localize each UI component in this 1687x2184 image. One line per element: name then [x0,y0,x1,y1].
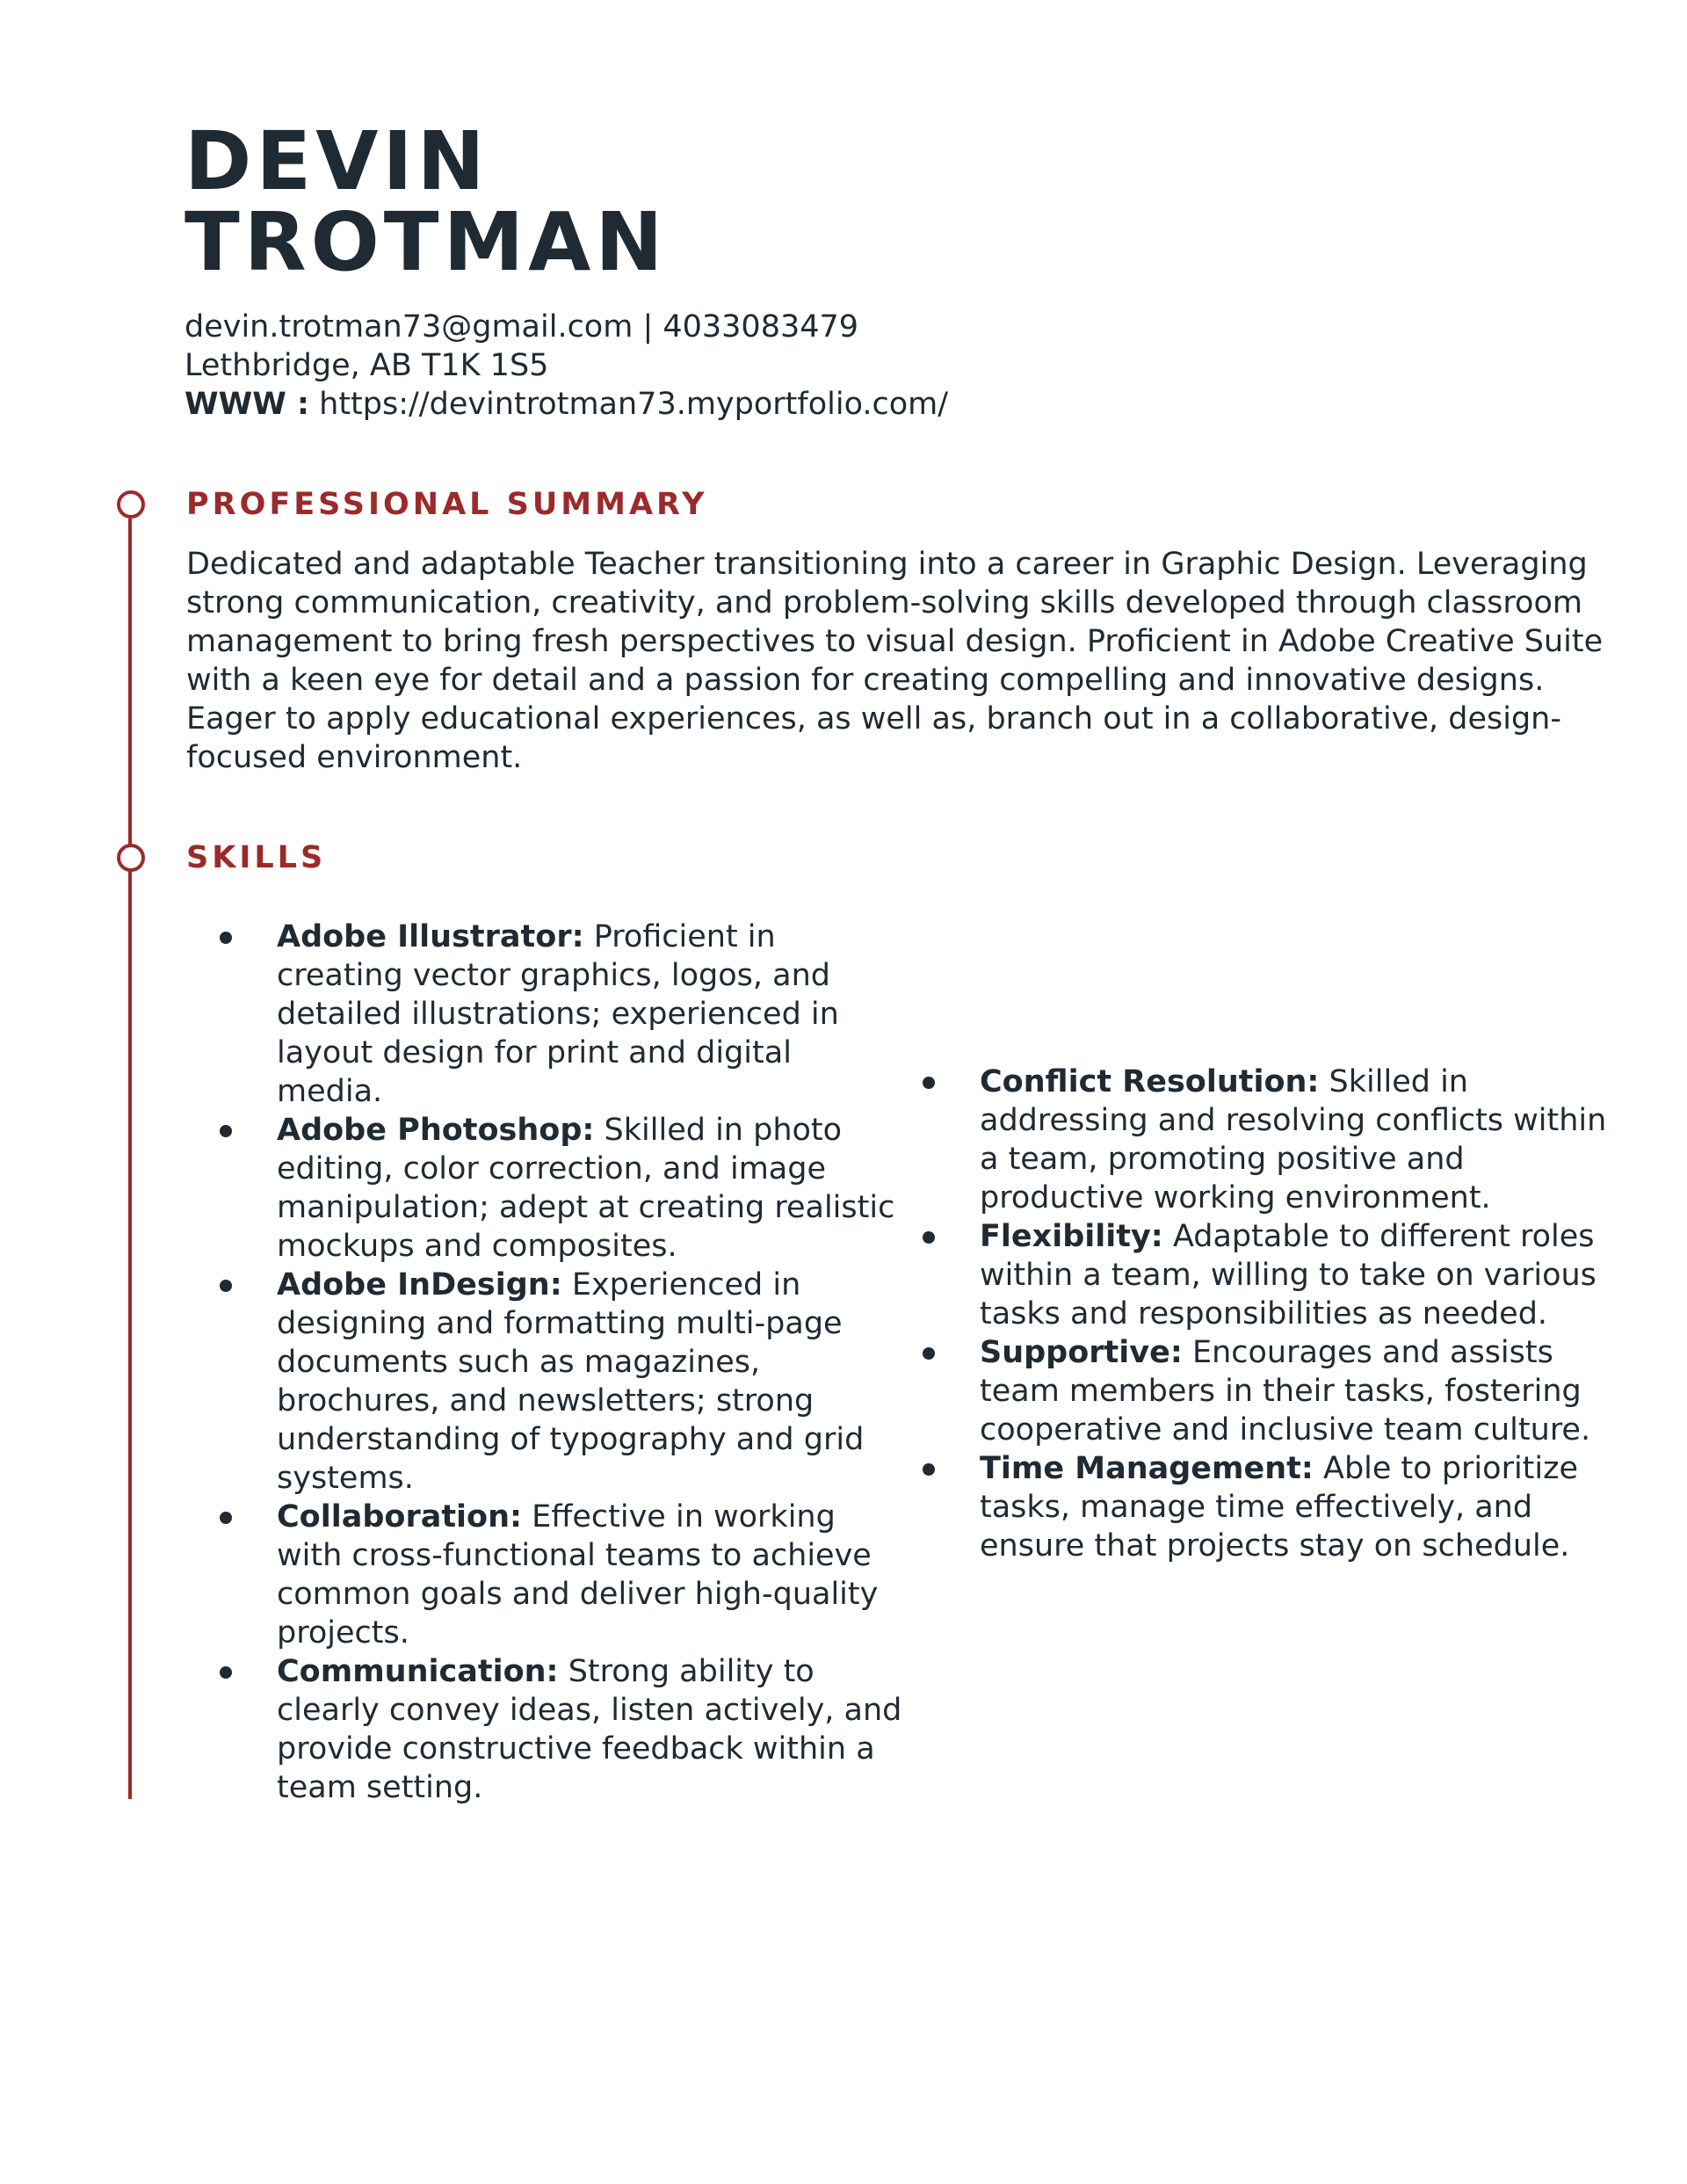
skill-term: Flexibility: [980,1219,1163,1254]
skill-desc: Encourages and assists team members in their tasks, fostering cooperative and inclusive team culture. [980,1335,1591,1448]
skill-desc: Skilled in addressing and resolving conflicts within a team, promoting positive and productive working environment. [980,1064,1607,1215]
skills-list-right [887,1063,1608,1565]
skill-desc: Proficient in creating vector graphics, logos, and detailed illustrations; experienced in layout design for print and digital media. [277,919,839,1109]
contact-block [185,308,948,424]
skill-term: Adobe Illustrator: [277,919,584,954]
address-line: Lethbridge, AB T1K 1S5 [185,348,549,383]
skills-list-left [185,918,905,1807]
skill-item [185,1266,905,1498]
timeline-line [128,519,132,1799]
skill-desc: Strong ability to clearly convey ideas, listen actively, and provide constructive feedback within a team setting. [277,1654,902,1805]
website-line [185,385,948,424]
skill-term: Communication: [277,1654,559,1689]
first-name: DEVIN [185,114,489,208]
skill-item [185,1498,905,1652]
skill-desc: Able to prioritize tasks, manage time effectively, and ensure that projects stay on schedule. [980,1451,1579,1564]
skill-item [185,1652,905,1807]
last-name: TROTMAN [185,195,668,289]
skill-item [887,1217,1608,1333]
summary-heading: PROFESSIONAL SUMMARY [186,487,708,522]
skill-term: Conflict Resolution: [980,1064,1320,1099]
www-label: WWW : [185,387,309,422]
summary-timeline-node-icon [117,490,145,519]
skills-timeline-node-icon [117,844,145,872]
skill-desc: Skilled in photo editing, color correction, and image manipulation; adept at creating realistic mockups and composites. [277,1113,895,1264]
skill-item [185,1111,905,1266]
skill-item [887,1449,1608,1565]
skill-term: Collaboration: [277,1499,523,1535]
skill-term: Adobe InDesign: [277,1267,562,1302]
email-phone-line: devin.trotman73@gmail.com | 4033083479 [185,309,859,345]
skill-item [185,918,905,1111]
website-link[interactable]: https://devintrotman73.myportfolio.com/ [319,387,949,422]
skill-desc: Adaptable to different roles within a team, willing to take on various tasks and responsibilities as needed. [980,1219,1596,1331]
skill-term: Adobe Photoshop: [277,1113,595,1148]
skill-item [887,1333,1608,1449]
skill-term: Supportive: [980,1335,1183,1370]
skills-heading: SKILLS [186,840,327,875]
skill-term: Time Management: [980,1451,1314,1486]
summary-text: Dedicated and adaptable Teacher transitioning into a career in Graphic Design. Leveraging strong communication, creativity, and problem-solving skills developed through classroom management to bring fresh perspectives to visual design. Proficient in Adobe Creative Suite with a keen eye for detail and a passion for creating compelling and innovative designs. Eager to apply educational experiences, as well as, branch out in a collaborative, design-focused environment. [186,547,1604,775]
skill-item [887,1063,1608,1217]
candidate-name [185,114,668,289]
skill-desc: Experienced in designing and formatting multi-page documents such as magazines, brochures, and newsletters; strong understanding of typography and grid systems. [277,1267,865,1496]
skill-desc: Effective in working with cross-functional teams to achieve common goals and deliver high-quality projects. [277,1499,879,1651]
